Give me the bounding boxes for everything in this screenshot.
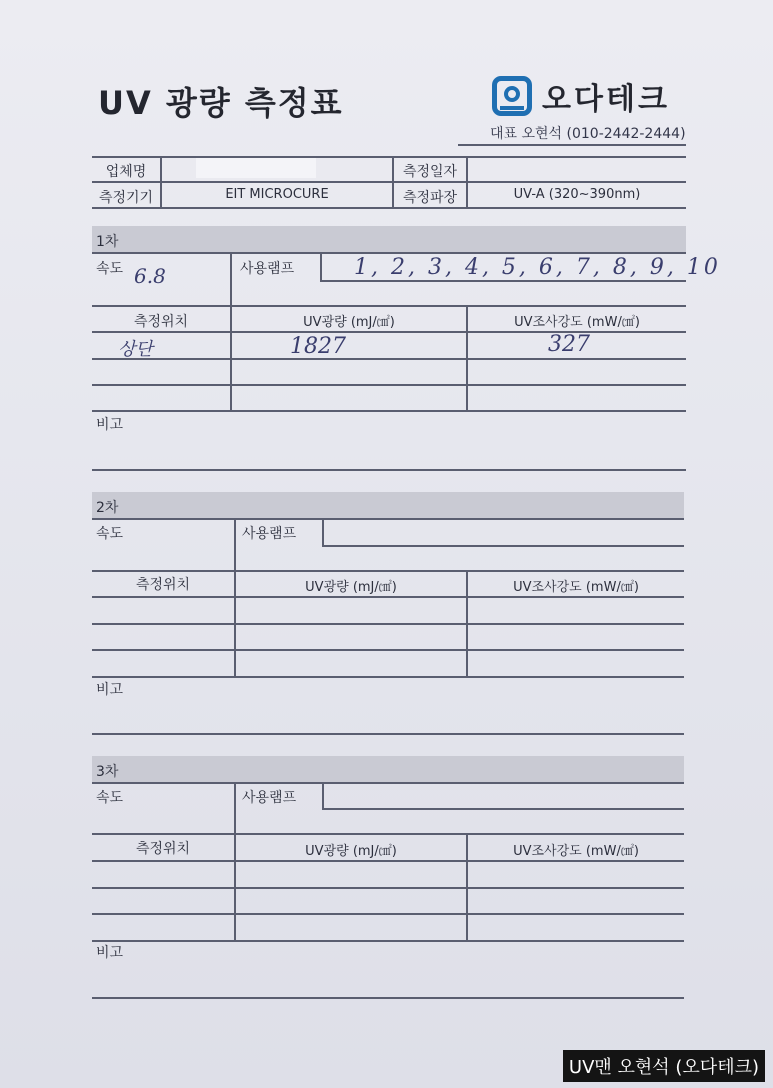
col-dose: UV광량 (mJ/㎠) <box>305 580 397 595</box>
section-heading: 3차 <box>96 764 119 780</box>
col-dose: UV광량 (mJ/㎠) <box>303 315 395 330</box>
speed-value: 6.8 <box>134 264 166 288</box>
col-position: 측정위치 <box>133 314 189 330</box>
lamp-label: 사용램프 <box>240 261 295 277</box>
col-position: 측정위치 <box>135 577 191 593</box>
page-title: UV 광량 측정표 <box>98 84 344 122</box>
wavelength-value: UV-A (320~390nm) <box>513 187 641 202</box>
company-logo <box>492 74 670 118</box>
speed-label: 속도 <box>96 526 124 542</box>
speed-label: 속도 <box>96 790 124 806</box>
representative-contact: 대표 오현석 (010-2442-2444) <box>490 126 686 142</box>
row-position: 상단 <box>118 339 153 360</box>
lamp-label: 사용램프 <box>242 790 297 806</box>
section-heading: 2차 <box>96 500 119 516</box>
col-position: 측정위치 <box>135 841 191 857</box>
remark-label: 비고 <box>96 682 124 698</box>
logo-icon <box>492 76 532 116</box>
redacted-company <box>196 158 316 178</box>
company-label: 업체명 <box>105 164 147 180</box>
device-label: 측정기기 <box>98 190 154 206</box>
row-dose: 1827 <box>290 334 346 359</box>
speed-label: 속도 <box>96 261 124 277</box>
col-intensity: UV조사강도 (mW/㎠) <box>513 844 639 859</box>
remark-label: 비고 <box>96 417 124 433</box>
wavelength-label: 측정파장 <box>402 190 458 206</box>
col-dose: UV광량 (mJ/㎠) <box>305 844 397 859</box>
device-value: EIT MICROCURE <box>225 187 329 202</box>
col-intensity: UV조사강도 (mW/㎠) <box>513 580 639 595</box>
lamp-label: 사용램프 <box>242 526 297 542</box>
date-label: 측정일자 <box>402 164 458 180</box>
watermark-caption: UV맨 오현석 (오다테크) <box>563 1050 765 1082</box>
row-intensity: 327 <box>548 332 590 357</box>
lamp-value: 1, 2, 3, 4, 5, 6, 7, 8, 9, 10 <box>354 255 721 280</box>
remark-label: 비고 <box>96 945 124 961</box>
logo-text: 오다테크 <box>542 82 670 117</box>
col-intensity: UV조사강도 (mW/㎠) <box>514 315 640 330</box>
section-heading: 1차 <box>96 234 119 250</box>
